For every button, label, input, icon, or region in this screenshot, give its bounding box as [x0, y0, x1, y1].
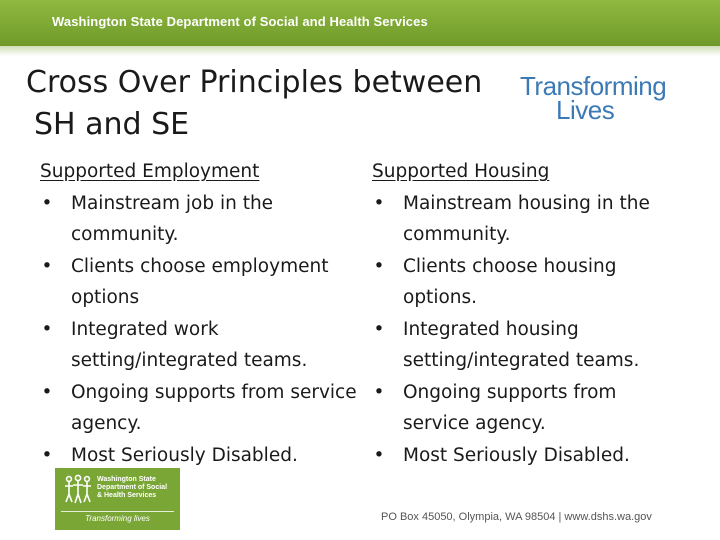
bullet-text-continued: setting/integrated teams.	[71, 350, 308, 371]
logo-text-line-3: & Health Services	[97, 492, 157, 499]
bullet-icon: •	[373, 444, 385, 466]
bullet-icon: •	[373, 192, 385, 214]
list-item	[372, 188, 702, 251]
tagline-line-2: Lives	[556, 95, 615, 125]
agency-name: Washington State Department of Social and Health Services	[52, 14, 428, 29]
bullet-list	[40, 188, 370, 472]
title-line-1: Cross Over Principles between	[26, 65, 483, 100]
bullet-icon: •	[41, 192, 53, 214]
bullet-icon: •	[373, 255, 385, 277]
list-item	[40, 440, 370, 472]
logo-divider	[61, 511, 174, 512]
bullet-text-continued: community.	[403, 224, 511, 245]
bullet-text-continued: agency.	[71, 413, 142, 434]
dshs-logo	[55, 468, 180, 530]
logo-tagline: Transforming lives	[85, 514, 150, 523]
bullet-text: Most Seriously Disabled.	[71, 444, 298, 466]
bullet-icon: •	[41, 381, 53, 403]
column-heading: Supported Housing	[372, 161, 550, 182]
footer-contact-info: PO Box 45050, Olympia, WA 98504 | www.dshs.wa.gov	[381, 511, 652, 523]
bullet-text-continued: setting/integrated teams.	[403, 350, 640, 371]
list-item	[40, 251, 370, 314]
bullet-icon: •	[41, 444, 53, 466]
bullet-text-continued: service agency.	[403, 413, 546, 434]
bullet-icon: •	[41, 318, 53, 340]
bullet-text-continued: options.	[403, 287, 478, 308]
bullet-list	[372, 188, 702, 472]
bullet-icon: •	[373, 318, 385, 340]
supported-employment-column	[40, 156, 370, 471]
list-item	[372, 251, 702, 314]
bullet-icon: •	[373, 381, 385, 403]
bullet-text: Mainstream job in the	[71, 192, 274, 214]
bullet-text: Clients choose employment	[71, 255, 329, 277]
people-group-icon	[63, 474, 93, 506]
title-line-2: SH and SE	[34, 107, 190, 142]
bullet-text: Clients choose housing	[403, 255, 617, 277]
bullet-text: Ongoing supports from	[403, 381, 617, 403]
list-item	[40, 188, 370, 251]
logo-text-line-1: Washington State	[97, 476, 156, 483]
slide-title	[26, 62, 482, 146]
bullet-text: Most Seriously Disabled.	[403, 444, 630, 466]
list-item	[40, 314, 370, 377]
bullet-text: Mainstream housing in the	[403, 192, 650, 214]
column-heading: Supported Employment	[40, 161, 260, 182]
list-item	[372, 314, 702, 377]
list-item	[372, 377, 702, 440]
bullet-text: Integrated work	[71, 318, 219, 340]
bullet-icon: •	[41, 255, 53, 277]
transforming-lives-tagline	[520, 71, 667, 125]
logo-agency-text	[97, 476, 167, 500]
bullet-text: Integrated housing	[403, 318, 579, 340]
header-bar	[0, 0, 720, 46]
tagline-line-1: Transforming	[520, 71, 667, 101]
bullet-text: Ongoing supports from service	[71, 381, 357, 403]
bullet-text-continued: options	[71, 287, 140, 308]
list-item	[372, 440, 702, 472]
bullet-text-continued: community.	[71, 224, 179, 245]
logo-text-line-2: Department of Social	[97, 484, 168, 491]
list-item	[40, 377, 370, 440]
supported-housing-column	[372, 156, 702, 471]
